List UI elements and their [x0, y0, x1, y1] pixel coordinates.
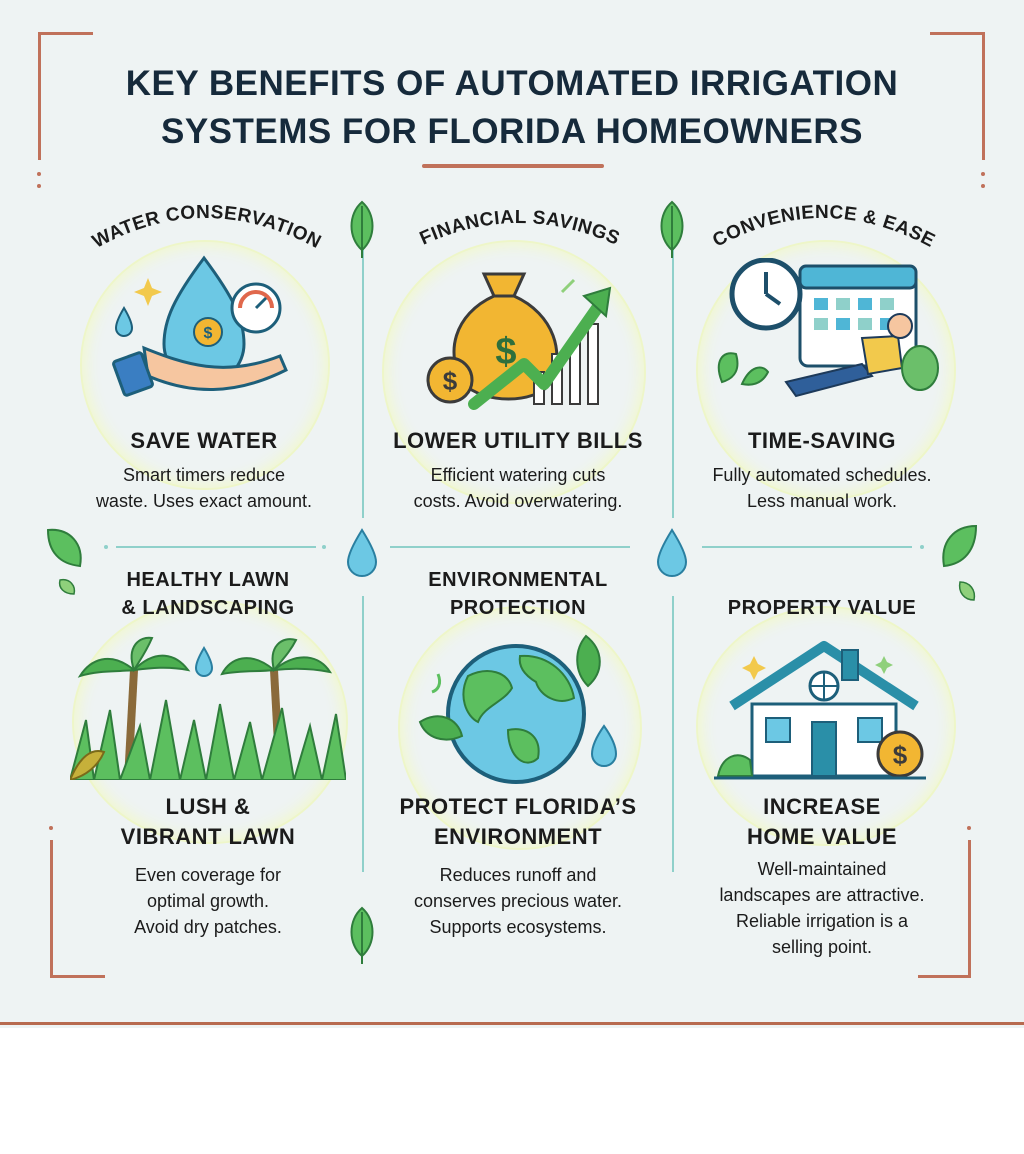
card-body — [52, 862, 364, 940]
card-body-line: Reduces runoff and — [439, 865, 597, 885]
frame-dot — [981, 184, 985, 188]
frame-dot — [981, 172, 985, 176]
card-heading — [666, 792, 978, 852]
card-body-line: waste. Uses exact amount. — [95, 491, 313, 511]
card-label-line: HEALTHY LAWN — [126, 569, 290, 591]
house-coin-illustration — [714, 636, 934, 786]
row-divider — [390, 546, 630, 548]
card-body-line: Even coverage for — [134, 865, 282, 885]
divider-dot — [322, 545, 326, 549]
palm-trees-grass-illustration — [70, 630, 346, 780]
card-body-line: Fully automated schedules. — [712, 465, 932, 485]
card-heading — [362, 792, 674, 852]
benefit-card-financial-savings — [362, 190, 674, 530]
card-heading-line: INCREASE — [763, 794, 881, 819]
row-divider — [116, 546, 316, 548]
card-body-line: Smart timers reduce — [122, 465, 286, 485]
clock-calendar-relax-illustration — [712, 258, 942, 408]
card-body — [362, 462, 674, 514]
card-body — [666, 462, 978, 514]
benefit-card-water-conservation — [48, 190, 360, 530]
card-body-line: landscapes are attractive. — [719, 885, 925, 905]
card-body — [48, 462, 360, 514]
svg-text:$: $ — [892, 740, 908, 770]
frame-dot — [37, 184, 41, 188]
card-label-text: CONVENIENCE & EASE — [709, 201, 939, 252]
card-body-line: conserves precious water. — [413, 891, 623, 911]
card-heading-line: LOWER UTILITY BILLS — [393, 428, 643, 453]
frame-corner-top-left — [38, 32, 93, 35]
svg-text:$: $ — [203, 325, 213, 342]
card-body — [666, 856, 978, 960]
card-label — [666, 594, 978, 622]
benefit-card-convenience — [666, 190, 978, 530]
water-drop-hand-illustration — [104, 248, 304, 418]
frame-corner-bottom-right — [918, 975, 971, 978]
card-label-line: & LANDSCAPING — [121, 597, 295, 619]
card-heading-line: SAVE WATER — [130, 428, 278, 453]
page-title-line-1: KEY BENEFITS OF AUTOMATED IRRIGATION — [125, 64, 899, 103]
card-heading — [362, 426, 674, 456]
card-body-line: selling point. — [771, 937, 873, 957]
svg-text:FINANCIAL SAVINGS — [417, 207, 623, 250]
card-label-text: PROPERTY VALUE — [727, 597, 917, 619]
benefit-card-environment — [362, 560, 674, 960]
card-body-line: costs. Avoid overwatering. — [413, 491, 623, 511]
bottom-border-line — [0, 1022, 1024, 1025]
card-label-arched — [666, 190, 978, 260]
svg-text:CONVENIENCE & EASE — [709, 202, 938, 252]
card-body — [362, 862, 674, 940]
frame-corner-bottom-left — [50, 975, 105, 978]
card-body-line: Well-maintained — [757, 859, 887, 879]
card-label — [362, 566, 674, 622]
card-body-line: Reliable irrigation is a — [735, 911, 909, 931]
svg-text:$: $ — [442, 366, 458, 396]
page-title-line-2: SYSTEMS FOR FLORIDA HOMEOWNERS — [160, 112, 864, 151]
card-heading — [666, 426, 978, 456]
row-divider — [702, 546, 912, 548]
card-body-line: Efficient watering cuts — [430, 465, 606, 485]
card-label-text: FINANCIAL SAVINGS — [416, 206, 623, 250]
card-heading-line: HOME VALUE — [746, 824, 898, 849]
card-heading-line: TIME-SAVING — [747, 428, 897, 453]
benefit-card-healthy-lawn — [52, 560, 364, 960]
card-body-line: Avoid dry patches. — [134, 917, 282, 937]
frame-corner-top-right — [930, 32, 985, 35]
title-underline — [422, 164, 604, 168]
benefit-card-property-value — [666, 560, 978, 960]
card-heading-line: LUSH & — [165, 794, 251, 819]
globe-leaves-illustration — [408, 626, 628, 796]
money-bag-growth-illustration — [414, 254, 624, 414]
card-heading-line: PROTECT FLORIDA’S — [399, 794, 637, 819]
card-label-line: PROTECTION — [449, 597, 587, 619]
card-label — [52, 566, 364, 622]
card-body-line: Less manual work. — [746, 491, 898, 511]
card-body-line: Supports ecosystems. — [429, 917, 607, 937]
card-label-line: ENVIRONMENTAL — [428, 569, 608, 591]
card-heading — [52, 792, 364, 852]
frame-dot — [37, 172, 41, 176]
card-heading-line: ENVIRONMENT — [433, 824, 603, 849]
svg-text:$: $ — [495, 331, 517, 373]
card-label-text: WATER CONSERVATION — [89, 201, 325, 254]
card-body-line: optimal growth. — [146, 891, 270, 911]
svg-text:WATER CONSERVATION — [89, 202, 324, 253]
card-label-arched — [362, 190, 674, 260]
card-heading-line: VIBRANT LAWN — [120, 824, 296, 849]
card-heading — [48, 426, 360, 456]
